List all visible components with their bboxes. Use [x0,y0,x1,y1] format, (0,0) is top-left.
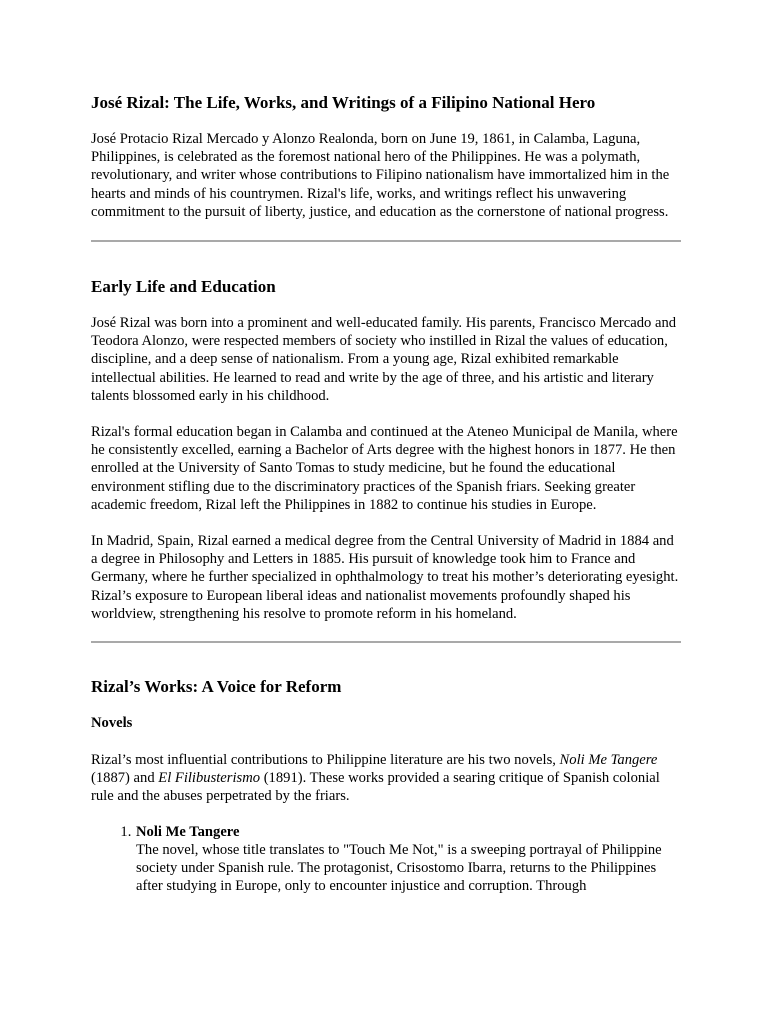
document-page [91,0,681,895]
section-divider [91,240,681,242]
document-title: José Rizal: The Life, Works, and Writings of a Filipino National Hero [91,93,596,112]
novels-intro-text: Rizal’s most influential contributions to Philippine literature are his two novels, [91,752,560,769]
list-item-text: The novel, whose title translates to "Touch Me Not," is a sweeping portrayal of Philippine society under Spanish rule. The protagonist, Crisostomo Ibarra, returns to the Philippines after studying in Europe, only to encounter injustice and corruption. Through [136,841,662,895]
novels-intro-paragraph [91,751,681,806]
novel-title-fili: El Filibusterismo [158,770,261,787]
novels-list [91,823,681,896]
section-heading-early-life: Early Life and Education [91,277,276,297]
subheading-novels: Novels [91,715,133,732]
early-life-paragraph-3: In Madrid, Spain, Rizal earned a medical degree from the Central University of Madrid in 1884 and a degree in Philosophy and Letters in 1885. His pursuit of knowledge took him to France and Germany, where he further specialized in ophthalmology to treat his mother’s deteriorating eyesight. Rizal’s exposure to European liberal ideas and nationalist movements profoundly shaped his worldview, strengthening his resolve to promote reform in his homeland. [91,533,679,622]
novels-intro-text: (1887) and [91,770,159,787]
section-heading-works: Rizal’s Works: A Voice for Reform [91,677,342,697]
novels-intro-text: (1891). These works provided a searing critique of Spanish colonial rule and the abuses perpetrated by the friars. [91,770,660,805]
section-divider [91,641,681,643]
early-life-paragraph-1: José Rizal was born into a prominent and well-educated family. His parents, Francisco Mercado and Teodora Alonzo, were respected members of society who instilled in Rizal the values of education, discipline, and a deep sense of nationalism. From a young age, Rizal exhibited remarkable intellectual abilities. He learned to read and write by the age of three, and his artistic and literary talents blossomed early in his childhood. [91,315,677,404]
intro-paragraph: José Protacio Rizal Mercado y Alonzo Realonda, born on June 19, 1861, in Calamba, Laguna, Philippines, is celebrated as the foremost national hero of the Philippines. He was a polymath, revolutionary, and writer whose contributions to Filipino nationalism have immortalized him in the hearts and minds of his countrymen. Rizal's life, works, and writings reflect his unwavering commitment to the pursuit of liberty, justice, and education as the cornerstone of national progress. [91,131,670,220]
novel-title-noli: Noli Me Tangere [559,752,658,769]
list-item [135,823,681,896]
early-life-paragraph-2: Rizal's formal education began in Calamba and continued at the Ateneo Municipal de Manila, where he consistently excelled, earning a Bachelor of Arts degree with the highest honors in 1877. He then enrolled at the University of Santo Tomas to study medicine, but he found the educational environment stifling due to the discriminatory practices of the Spanish friars. Seeking greater academic freedom, Rizal left the Philippines in 1882 to continue his studies in Europe. [91,424,678,513]
list-item-title: 1. Noli Me Tangere [136,823,240,840]
